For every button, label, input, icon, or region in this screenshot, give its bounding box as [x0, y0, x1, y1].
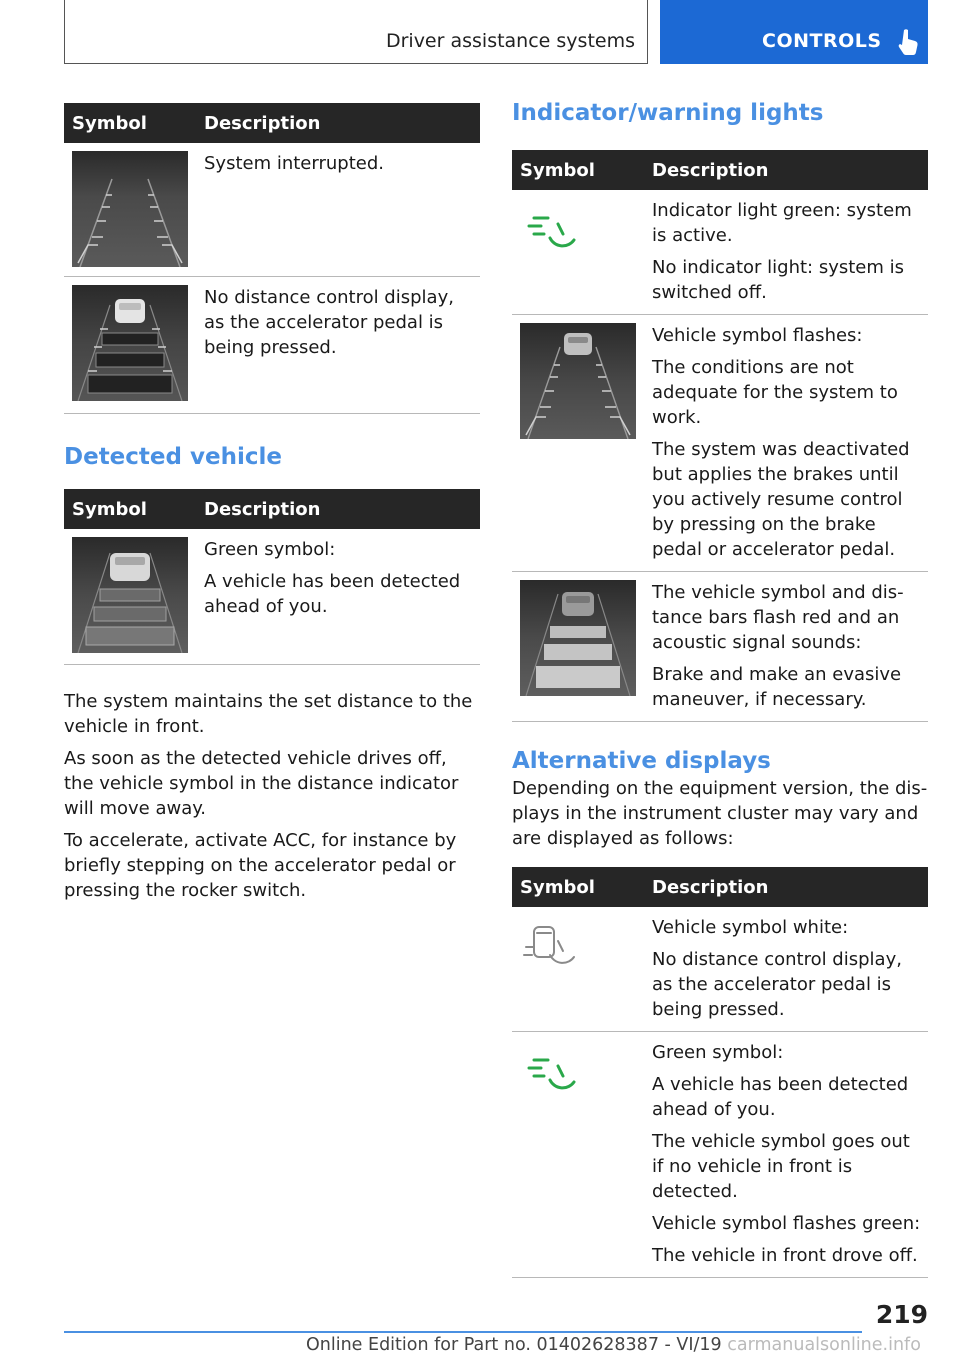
no-distance-control-display	[72, 285, 188, 401]
row-description: Indicator light green: system is active. No indicator light: system is switched off.	[644, 190, 928, 315]
section-heading-alternative-displays: Alternative displays	[512, 748, 771, 774]
table-row	[512, 315, 928, 572]
vehicle-flash-display	[520, 323, 636, 439]
body-paragraph: As soon as the detected vehicle drives off, the vehicle symbol in the distance indicator will move away.	[64, 748, 459, 819]
table-row	[512, 572, 928, 722]
acc-indicator-green-icon	[520, 200, 576, 256]
red-warning-display	[520, 580, 636, 696]
row-description: Vehicle symbol flashes: The conditions are not adequate for the system to work. The system was deactivated but applies the brakes until you actively resume control by pressing on the brake pedal or accelerator pedal.	[644, 315, 928, 572]
section-title: Driver assistance systems	[385, 30, 635, 52]
indicator-lights-table	[512, 150, 928, 722]
row-description: Green symbol: A vehicle has been detected ahead of you.	[196, 529, 480, 665]
pointing-hand-icon	[896, 28, 920, 56]
system-interrupted-display	[72, 151, 188, 267]
body-paragraph: The system maintains the set distance to the vehicle in front.	[64, 691, 473, 737]
alternative-displays-table	[512, 867, 928, 1278]
left-column	[64, 103, 480, 910]
table-row	[512, 1032, 928, 1278]
col-description: Description	[644, 867, 928, 907]
col-description: Description	[196, 103, 480, 143]
detected-vehicle-display	[72, 537, 188, 653]
row-description: Vehicle symbol white: No distance control display, as the accelerator pedal is being pressed.	[644, 907, 928, 1032]
acc-vehicle-white-icon	[520, 917, 576, 973]
section-heading-indicator-lights: Indicator/warning lights	[512, 100, 824, 126]
table-row	[512, 907, 928, 1032]
page-number: 219	[875, 1300, 928, 1329]
chapter-label: CONTROLS	[762, 30, 882, 52]
footer	[306, 1335, 921, 1355]
watermark: carmanualsonline.info	[727, 1335, 921, 1355]
table-row	[64, 143, 480, 277]
table-row	[64, 277, 480, 414]
col-symbol: Symbol	[64, 489, 196, 529]
col-symbol: Symbol	[64, 103, 196, 143]
row-description: System interrupted.	[196, 143, 480, 277]
edition-text: Online Edition for Part no. 01402628387 - VI/19	[306, 1335, 722, 1355]
right-column	[512, 98, 928, 1278]
chapter-tab[interactable]	[660, 0, 928, 64]
footer-rule	[64, 1331, 862, 1333]
section-heading-detected-vehicle: Detected vehicle	[64, 444, 282, 470]
row-description: The vehicle symbol and distance bars flash red and an acoustic signal sounds: Brake and make an evasive maneuver, if necessary.	[644, 572, 928, 722]
col-symbol: Symbol	[512, 150, 644, 190]
row-description: Green symbol: A vehicle has been detected ahead of you. The vehicle symbol goes out if no vehicle in front is detected. Vehicle symbol flashes green: The vehicle in front drove off.	[644, 1032, 928, 1278]
row-description: No distance control display, as the accelerator pedal is being pressed.	[196, 277, 480, 414]
table-row	[64, 529, 480, 665]
running-header	[64, 0, 648, 64]
acc-vehicle-green-icon	[520, 1042, 576, 1098]
display-symbol-table	[64, 103, 480, 414]
col-description: Description	[644, 150, 928, 190]
col-description: Description	[196, 489, 480, 529]
table-row	[512, 190, 928, 315]
body-paragraph: To accelerate, activate ACC, for instance by briefly stepping on the accelerator pedal or pressing the rocker switch.	[64, 830, 457, 901]
alternative-intro: Depending on the equipment version, the displays in the instrument cluster may vary and are displayed as follows:	[512, 778, 928, 849]
col-symbol: Symbol	[512, 867, 644, 907]
detected-vehicle-table	[64, 489, 480, 665]
